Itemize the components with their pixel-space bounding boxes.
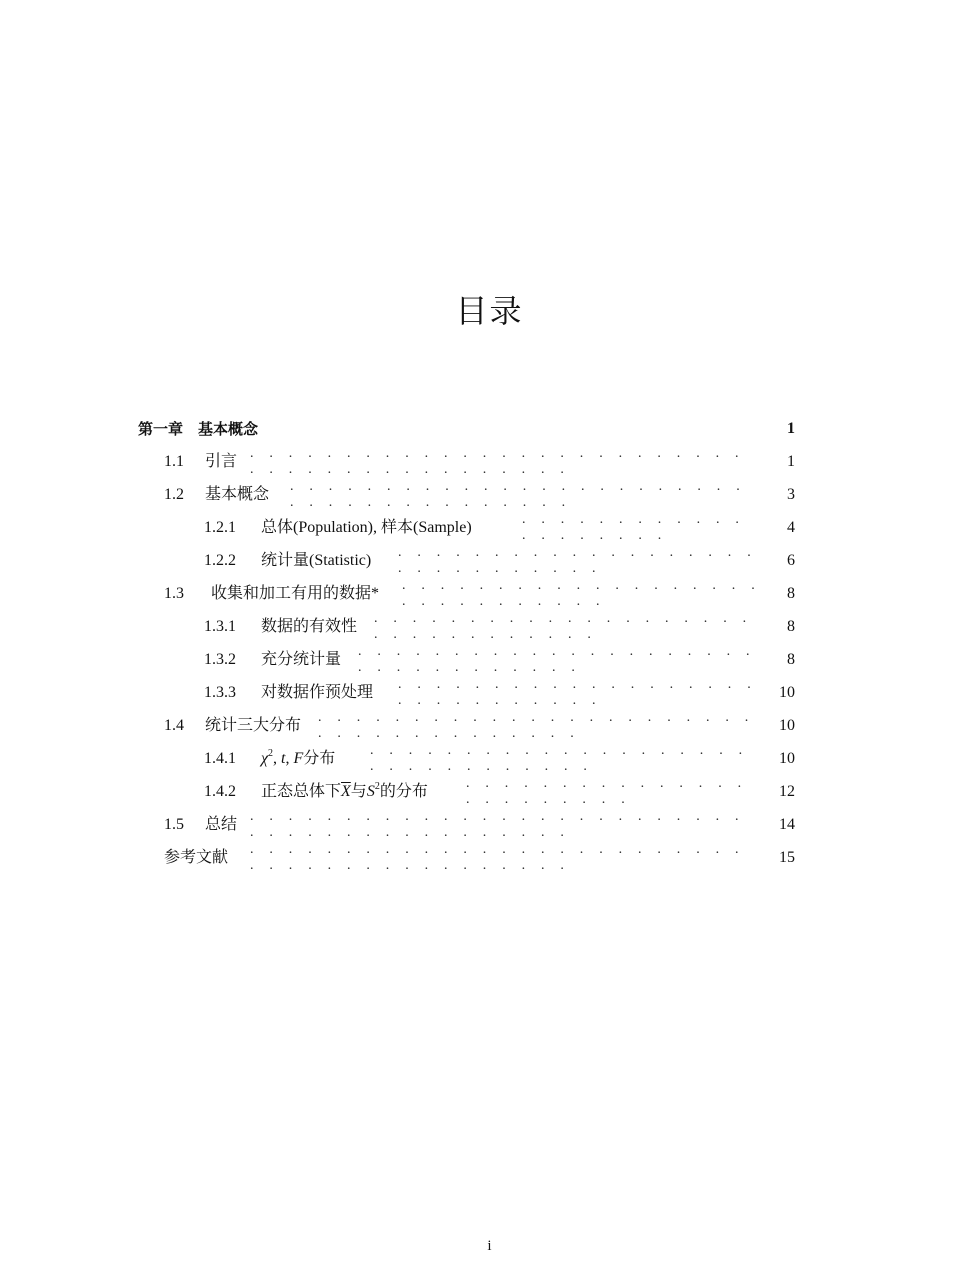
separator: , xyxy=(273,749,282,767)
toc-entry-1-2-2[interactable] xyxy=(204,544,371,577)
entry-page-number: 8 xyxy=(787,584,795,602)
entry-page-number: 6 xyxy=(787,551,795,569)
entry-number: 1.4.2 xyxy=(204,782,236,800)
entry-page-number: 8 xyxy=(787,617,795,635)
title-prefix: 正态总体下 xyxy=(261,782,342,800)
title-suffix: 的分布 xyxy=(379,782,428,800)
chapter-number: 第一章 xyxy=(138,419,184,438)
leader-dots: . . . . . . . . . . . . . . . . . . . . . . . . . . . . . . xyxy=(398,544,757,576)
entry-page-number: 1 xyxy=(787,452,795,470)
entry-number: 1.1 xyxy=(164,452,184,470)
title-suffix: 分布 xyxy=(303,749,336,767)
x-bar-symbol: $\overline{X}$ xyxy=(341,782,351,800)
chapter-page-number: 1 xyxy=(787,419,795,437)
entry-title: 基本概念 xyxy=(205,485,270,503)
entry-title xyxy=(261,782,428,802)
leader-dots: . . . . . . . . . . . . . . . . . . . . . . . . . . . . . . xyxy=(402,577,761,609)
entry-page-number: 14 xyxy=(779,815,795,833)
entry-title: 参考文献 xyxy=(164,848,229,866)
toc-entry-1-4-1[interactable] xyxy=(204,742,335,775)
toc-entry-1-2-1[interactable] xyxy=(204,511,472,544)
leader-dots: . . . . . . . . . . . . . . . . . . . . . . . . . . . . . . . . . . . . . xyxy=(318,709,755,741)
leader-dots: . . . . . . . . . . . . . . . . . . . . . . . . . . . . . . xyxy=(398,676,757,708)
entry-page-number: 10 xyxy=(779,749,795,767)
chi-symbol: χ xyxy=(261,749,269,767)
toc-title: 目录 xyxy=(455,292,524,330)
entry-title: 充分统计量 xyxy=(261,650,342,668)
leader-dots: . . . . . . . . . . . . . . . . . . . . . . . . . . . . . . . . . xyxy=(358,643,756,675)
entry-page-number: 15 xyxy=(779,848,795,866)
entry-number: 1.3.1 xyxy=(204,617,236,635)
leader-dots: . . . . . . . . . . . . . . . . . . . . xyxy=(522,511,746,543)
entry-title: 对数据作预处理 xyxy=(261,683,374,701)
chapter-title: 基本概念 xyxy=(198,419,259,438)
entry-title: 总结 xyxy=(205,815,238,833)
toc-entry-1-3[interactable] xyxy=(164,577,379,610)
entry-title xyxy=(261,749,335,769)
t-symbol: t xyxy=(281,749,286,767)
leader-dots: . . . . . . . . . . . . . . . . . . . . . . . . . . . . . . . . xyxy=(370,742,749,774)
leader-dots: . . . . . . . . . . . . . . . . . . . . . . . . xyxy=(466,775,748,807)
entry-title: 引言 xyxy=(205,452,238,470)
toc-entry-1-3-2[interactable] xyxy=(204,643,341,676)
toc-chapter-row[interactable] xyxy=(138,412,258,445)
entry-title: 统计量(Statistic) xyxy=(261,551,372,569)
entry-number: 1.5 xyxy=(164,815,184,833)
toc-entry-1-2[interactable] xyxy=(164,478,269,511)
leader-dots: . . . . . . . . . . . . . . . . . . . . . . . . . . . . . . . . . . . . . . . . . . . xyxy=(250,445,745,477)
entry-number: 1.2.2 xyxy=(204,551,236,569)
toc-entry-1-4-2[interactable] xyxy=(204,775,428,808)
entry-page-number: 10 xyxy=(779,716,795,734)
entry-number: 1.2 xyxy=(164,485,184,503)
entry-page-number: 3 xyxy=(787,485,795,503)
f-symbol: F xyxy=(293,749,304,767)
toc-entry-references[interactable] xyxy=(164,841,228,874)
entry-number: 1.3.2 xyxy=(204,650,236,668)
entry-title: 收集和加工有用的数据* xyxy=(211,584,380,602)
leader-dots: . . . . . . . . . . . . . . . . . . . . . . . . . . . . . . . . xyxy=(374,610,753,642)
entry-page-number: 12 xyxy=(779,782,795,800)
page-number-footer: i xyxy=(487,1238,492,1254)
leader-dots: . . . . . . . . . . . . . . . . . . . . . . . . . . . . . . . . . . . . . . . xyxy=(290,478,746,510)
conjunction: 与 xyxy=(350,782,367,800)
toc-entry-1-1[interactable] xyxy=(164,445,237,478)
s-symbol: S xyxy=(366,782,375,800)
toc-entry-1-3-3[interactable] xyxy=(204,676,373,709)
leader-dots: . . . . . . . . . . . . . . . . . . . . . . . . . . . . . . . . . . . . . . . . . . . xyxy=(250,808,745,840)
leader-dots: . . . . . . . . . . . . . . . . . . . . . . . . . . . . . . . . . . . . . . . . . . . xyxy=(250,841,745,873)
entry-page-number: 4 xyxy=(787,518,795,536)
entry-title: 总体(Population), 样本(Sample) xyxy=(261,518,472,536)
toc-entry-1-3-1[interactable] xyxy=(204,610,357,643)
entry-number: 1.4 xyxy=(164,716,184,734)
entry-number: 1.2.1 xyxy=(204,518,236,536)
toc-entry-1-4[interactable] xyxy=(164,709,301,742)
entry-page-number: 8 xyxy=(787,650,795,668)
superscript: 2 xyxy=(268,747,274,759)
separator: , xyxy=(285,749,294,767)
entry-page-number: 10 xyxy=(779,683,795,701)
entry-title: 数据的有效性 xyxy=(261,617,358,635)
entry-title: 统计三大分布 xyxy=(205,716,302,734)
superscript: 2 xyxy=(374,780,380,792)
entry-number: 1.3.3 xyxy=(204,683,236,701)
entry-number: 1.4.1 xyxy=(204,749,236,767)
toc-entry-1-5[interactable] xyxy=(164,808,237,841)
entry-number: 1.3 xyxy=(164,584,184,602)
